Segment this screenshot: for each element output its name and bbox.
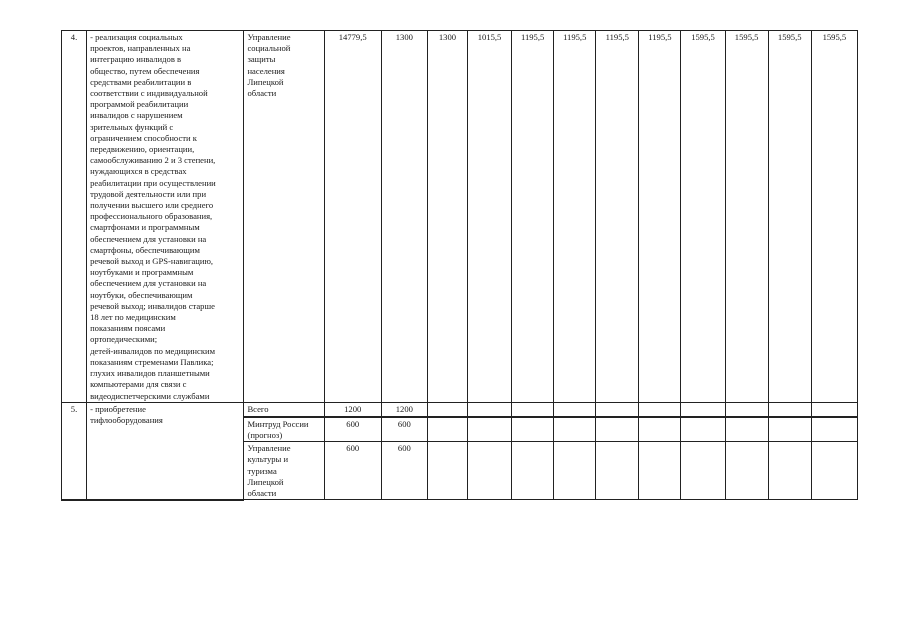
empty-cell — [467, 402, 511, 417]
row-number: 4. — [62, 31, 87, 403]
value-cell: 1595,5 — [681, 31, 725, 403]
measure-description: - реализация социальных проектов, направленных на интеграцию инвалидов в общество, путем обеспечения средствами реабилитации в соответствии с индивидуальной программой реабилитации инвалидов с нарушением зрительных функций с ограничением способности к передвижению, ориентации, самообслуживанию 2 и 3 степени, нуждающихся в средствах реабилитации при осуществлении трудовой деятельности или при получении высшего или среднего профессионального образования, смартфонами и программным обеспечением для установки на смартфоны, обеспечивающим речевой выход и GPS-навигацию, ноутбуками и программным обеспечением для установки на ноутбуки, обеспечивающим речевой выход; инвалидов старше 18 лет по медицинским показаниям поясами ортопедическими; детей-инвалидов по медицинским показаниям стременами Павлика; глухих инвалидов планшетными компьютерами для связи с видеодиспетчерскими службами — [87, 31, 244, 403]
empty-cell — [681, 442, 725, 500]
value-cell: 1195,5 — [596, 31, 639, 403]
value-cell: 1195,5 — [512, 31, 554, 403]
value-total: 600 — [324, 417, 381, 442]
executor-cell: Управление социальной защиты населения Липецкой области — [244, 31, 324, 403]
empty-cell — [512, 402, 554, 417]
value-cell: 1015,5 — [467, 31, 511, 403]
value-total: 14779,5 — [324, 31, 381, 403]
empty-cell — [427, 402, 467, 417]
table-row — [62, 402, 858, 417]
empty-cell — [467, 417, 511, 442]
empty-cell — [811, 442, 857, 500]
empty-cell — [596, 402, 639, 417]
value-cell: 1595,5 — [811, 31, 857, 403]
value-cell: 600 — [381, 442, 427, 500]
empty-cell — [681, 417, 725, 442]
empty-cell — [811, 417, 857, 442]
empty-cell — [596, 442, 639, 500]
value-cell: 1300 — [427, 31, 467, 403]
empty-cell — [639, 402, 681, 417]
value-cell: 1195,5 — [554, 31, 596, 403]
empty-cell — [512, 417, 554, 442]
value-total: 1200 — [324, 402, 381, 417]
empty-cell — [554, 442, 596, 500]
table-row — [62, 31, 858, 403]
value-cell: 1200 — [381, 402, 427, 417]
value-cell: 1300 — [381, 31, 427, 403]
empty-cell — [725, 417, 768, 442]
value-cell: 1595,5 — [725, 31, 768, 403]
empty-cell — [427, 442, 467, 500]
value-total: 600 — [324, 442, 381, 500]
empty-cell — [811, 402, 857, 417]
empty-cell — [554, 402, 596, 417]
row-number: 5. — [62, 402, 87, 499]
empty-cell — [596, 417, 639, 442]
empty-cell — [768, 417, 811, 442]
empty-cell — [768, 442, 811, 500]
empty-cell — [681, 402, 725, 417]
empty-cell — [725, 442, 768, 500]
executor-cell: Всего — [244, 402, 324, 417]
empty-cell — [639, 417, 681, 442]
value-cell: 1195,5 — [639, 31, 681, 403]
empty-cell — [554, 417, 596, 442]
measure-description: - приобретение тифлооборудования — [87, 402, 244, 499]
empty-cell — [512, 442, 554, 500]
empty-cell — [639, 442, 681, 500]
executor-cell: Минтруд России (прогноз) — [244, 417, 324, 442]
empty-cell — [467, 442, 511, 500]
empty-cell — [427, 417, 467, 442]
empty-cell — [725, 402, 768, 417]
value-cell: 600 — [381, 417, 427, 442]
executor-cell: Управление культуры и туризма Липецкой области — [244, 442, 324, 500]
value-cell: 1595,5 — [768, 31, 811, 403]
empty-cell — [768, 402, 811, 417]
program-table — [61, 30, 858, 501]
